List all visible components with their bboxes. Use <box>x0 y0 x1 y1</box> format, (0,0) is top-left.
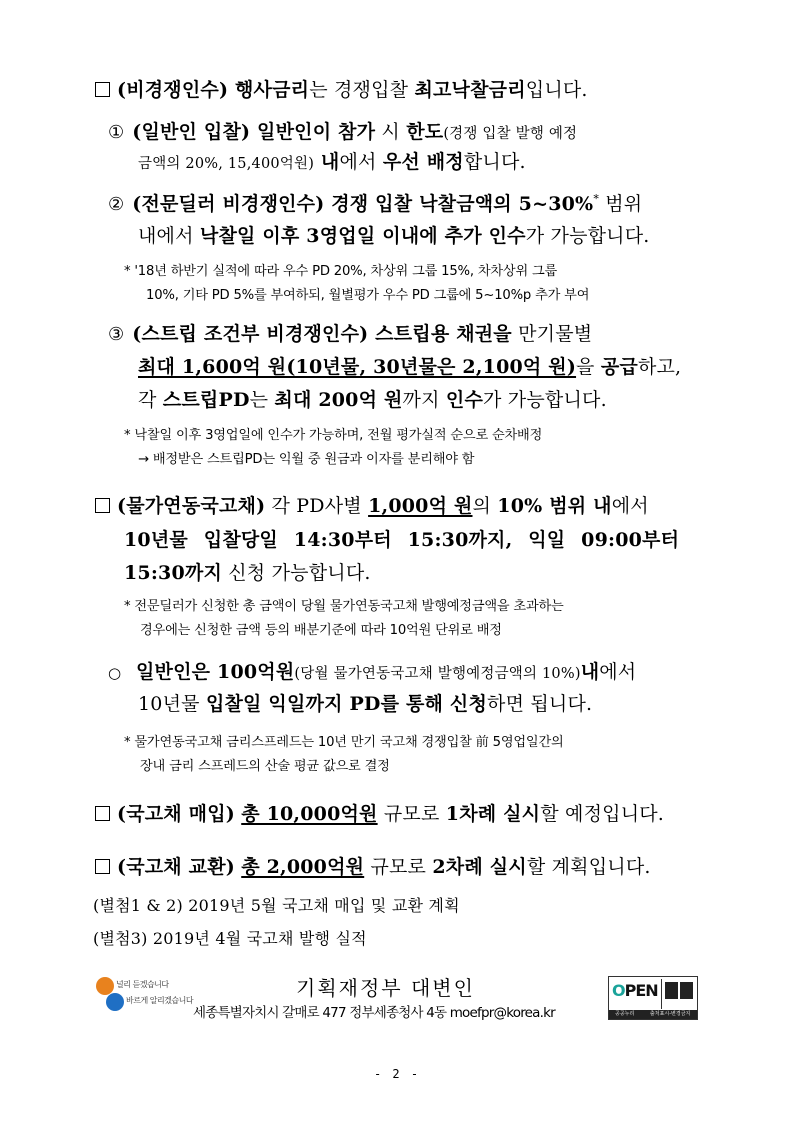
open-word-text: PEN <box>624 981 658 1000</box>
text: 하고, <box>637 356 682 378</box>
section-exchange <box>95 855 651 879</box>
open-license-badge <box>608 976 698 1020</box>
checkbox-square-icon <box>95 82 110 97</box>
text: 내에서 <box>138 225 200 247</box>
no-derivatives-icon <box>680 982 693 999</box>
section-inflation-line-2 <box>124 528 679 552</box>
license-bar <box>609 1010 697 1019</box>
text: 시 <box>375 121 407 143</box>
small-text: 금액의 20%, 15,400억원) <box>138 156 315 172</box>
item-1-line-1 <box>108 120 577 146</box>
heading-label: (물가연동국고채) <box>117 495 266 517</box>
text: 각 PD사별 <box>265 495 369 517</box>
item-3-note-line-1: * 낙찰일 이후 3영업일에 인수가 가능하며, 전월 평가실적 순으로 순차배정 <box>124 428 543 443</box>
circled-2-icon: ② <box>108 194 125 215</box>
item-2-note-line-1: * '18년 하반기 실적에 따라 우수 PD 20%, 차상위 그룹 15%, 차차상위 그룹 <box>124 264 558 279</box>
bold-text: 내 <box>314 151 340 173</box>
item-2-line-1 <box>108 192 642 217</box>
bold-text: 10년물 입찰당일 14:30부터 15:30까지, 익일 09:00부터 <box>124 529 680 551</box>
bold-text: (일반인 입찰) 일반인이 참가 <box>132 121 376 143</box>
attachment-2: (별첨3) 2019년 4월 국고채 발행 실적 <box>93 929 367 948</box>
text: 각 <box>138 389 163 411</box>
underlined-text: 1,000억 원 <box>368 495 473 517</box>
text: 만기물별 <box>511 323 593 345</box>
item-3-line-2 <box>138 355 681 379</box>
inflation-sub-line-2 <box>138 692 592 716</box>
circle-bullet-icon: ○ <box>108 664 122 682</box>
heading-label: (국고채 교환) <box>117 856 235 878</box>
bold-text: 행사금리 <box>228 79 310 101</box>
moef-slogan-logo <box>96 973 206 1018</box>
text: 에서 <box>611 495 649 517</box>
inflation-note-line-1: * 전문딜러가 신청한 총 금액이 당월 물가연동국고채 발행예정금액을 초과하는 <box>124 599 564 614</box>
attachment-1: (별첨1 & 2) 2019년 5월 국고채 매입 및 교환 계획 <box>93 896 460 915</box>
inflation-sub-line-1 <box>108 660 636 686</box>
underlined-text: 총 10,000억원 <box>241 803 378 825</box>
checkbox-square-icon <box>95 859 110 874</box>
bold-text: 우선 배정 <box>382 151 464 173</box>
text: 하면 됩니다. <box>487 693 593 715</box>
item-3-line-3 <box>138 388 607 412</box>
heading-label: (국고채 매입) <box>117 803 235 825</box>
checkbox-square-icon <box>95 498 110 513</box>
slogan-line-2: 바르게 알리겠습니다 <box>126 996 194 1005</box>
footer-title: 기획재정부 대변인 <box>296 976 475 1000</box>
license-bar-left: 공공누리 <box>615 1011 635 1017</box>
bold-text: 10% 범위 내 <box>497 495 612 517</box>
text: 는 <box>249 389 275 411</box>
text: 규모로 <box>364 856 433 878</box>
item-2-line-2 <box>138 224 650 248</box>
circled-3-icon: ③ <box>108 324 125 345</box>
section-inflation-line-3 <box>124 561 371 585</box>
footer-address: 세종특별자치시 갈매로 477 정부세종청사 4동 moefpr@korea.kr <box>193 1005 555 1021</box>
open-o-letter: O <box>612 981 625 1000</box>
circled-1-icon: ① <box>108 122 125 143</box>
bold-text: 낙찰일 이후 3영업일 이내에 추가 인수 <box>199 225 526 247</box>
page-number: - 2 - <box>373 1067 421 1081</box>
checkbox-square-icon <box>95 806 110 821</box>
text: 할 예정입니다. <box>540 803 665 825</box>
license-bar-right: 출처표시-변경금지 <box>649 1011 691 1017</box>
section-noncompetitive-heading <box>95 78 588 102</box>
text: 합니다. <box>463 151 526 173</box>
license-icons <box>661 979 696 1009</box>
open-wordmark <box>612 981 658 1000</box>
item-3-line-1 <box>108 322 592 347</box>
bold-text: 내 <box>580 661 600 683</box>
inflation-sub-note-line-2: 장내 금리 스프레드의 산술 평균 값으로 결정 <box>140 759 390 774</box>
bold-text: 공급 <box>600 356 638 378</box>
bold-text: 스트립PD <box>162 389 250 411</box>
underlined-text: 최대 1,600억 원(10년물, 30년물은 2,100억 원) <box>138 356 577 378</box>
bold-text: (전문딜러 비경쟁인수) 경쟁 입찰 낙찰금액의 5~30% <box>132 193 594 215</box>
inflation-note-line-2: 경우에는 신청한 금액 등의 배분기준에 따라 10억원 단위로 배정 <box>140 623 502 638</box>
text: 범위 <box>599 193 643 215</box>
section-inflation-line-1 <box>95 494 649 518</box>
bold-text: 15:30까지 <box>124 562 223 584</box>
text: 가 가능합니다. <box>525 225 650 247</box>
text: 가 가능합니다. <box>483 389 607 411</box>
bold-text: 한도 <box>406 121 444 143</box>
text: 규모로 <box>377 803 446 825</box>
bold-text: 2차례 실시 <box>432 856 527 878</box>
inflation-sub-note-line-1: * 물가연동국고채 금리스프레드는 10년 만기 국고채 경쟁입찰 前 5영업일간의 <box>124 735 564 750</box>
slogan-line-1: 널리 듣겠습니다 <box>116 980 169 989</box>
text: 는 경쟁입찰 <box>309 79 415 101</box>
bold-text: 1차례 실시 <box>445 803 541 825</box>
attribution-icon <box>665 982 678 999</box>
bold-text: 최대 200억 원 <box>274 389 403 411</box>
item-1-line-2 <box>138 150 526 176</box>
footnote-marker: * <box>593 192 600 206</box>
text: 에서 <box>339 151 383 173</box>
bold-text: 입찰일 익일까지 PD를 통해 신청 <box>205 693 488 715</box>
bold-text: 일반인은 100억원 <box>136 661 295 683</box>
bold-text: 인수 <box>445 389 483 411</box>
text: 입니다. <box>525 79 588 101</box>
bold-text: (스트립 조건부 비경쟁인수) 스트립용 채권을 <box>132 323 512 345</box>
text: 을 <box>576 356 601 378</box>
bold-text: 최고낙찰금리 <box>414 79 526 101</box>
text: 에서 <box>599 661 637 683</box>
small-text: (경쟁 입찰 발행 예정 <box>443 126 578 142</box>
heading-label: (비경쟁인수) <box>117 79 229 101</box>
item-3-note-line-2: → 배정받은 스트립PD는 익월 중 원금과 이자를 분리해야 함 <box>138 452 475 467</box>
orange-circle-icon <box>96 977 114 995</box>
blue-circle-icon <box>106 993 124 1011</box>
text: 까지 <box>402 389 446 411</box>
text: 의 <box>472 495 498 517</box>
underlined-text: 총 2,000억원 <box>241 856 365 878</box>
text: 신청 가능합니다. <box>222 562 371 584</box>
text: 할 계획입니다. <box>526 856 651 878</box>
section-buyback <box>95 802 664 826</box>
small-text: (당월 물가연동국고채 발행예정금액의 10%) <box>294 666 581 682</box>
item-2-note-line-2: 10%, 기타 PD 5%를 부여하되, 월별평가 우수 PD 그룹에 5~10%p 추가 부여 <box>146 288 590 303</box>
text: 10년물 <box>138 693 206 715</box>
